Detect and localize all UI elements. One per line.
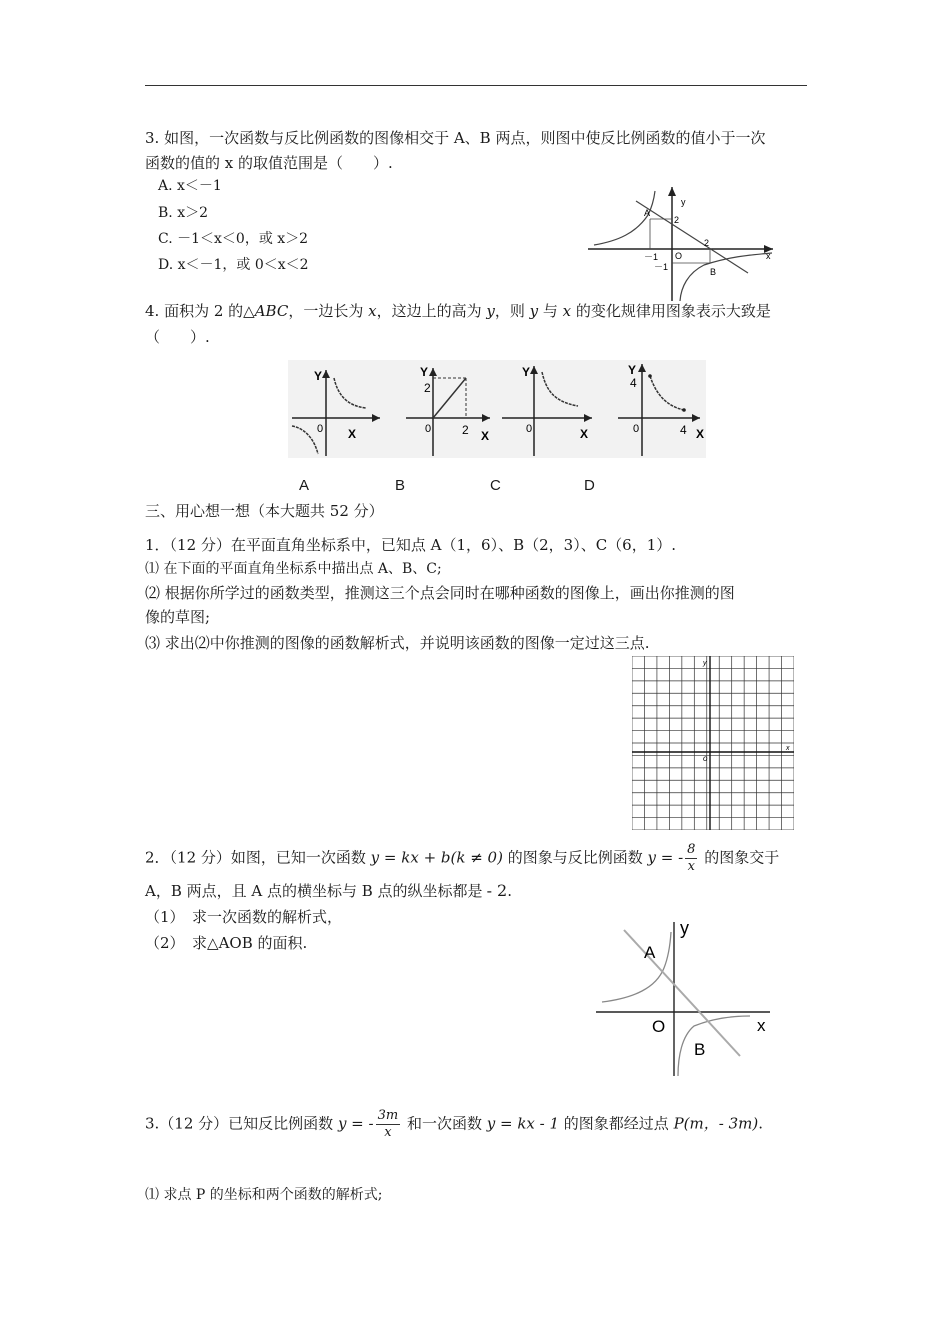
svg-text:X: X — [481, 429, 490, 443]
q3-label-neg1y: －1 — [654, 262, 669, 272]
svg-text:0: 0 — [633, 423, 640, 435]
section3-title: 三、用心想一想（本大题共 52 分） — [145, 502, 384, 520]
q3-label-x: x — [766, 251, 771, 261]
svg-text:X: X — [580, 427, 589, 441]
p2-label-y: y — [680, 918, 689, 938]
p2-label-x: x — [757, 1016, 766, 1035]
p1-line4: 像的草图; — [145, 608, 211, 626]
svg-text:4: 4 — [680, 423, 687, 437]
p2-line1: 2．（12 分）如图，已知一次函数 y = kx + b(k ≠ 0) 的图象与反比例函数 y = - $\frac{8}{x}$ 的图象交于 — [145, 842, 780, 874]
q3-label-a: A — [644, 208, 651, 218]
svg-text:Y: Y — [420, 365, 429, 379]
p1-grid-label-y: y — [703, 660, 707, 667]
q3-hyperbola-left — [594, 191, 655, 245]
q3-option-c: C. －1＜x＜0，或 x＞2 — [158, 231, 309, 247]
svg-text:Y: Y — [628, 363, 637, 377]
p2-fraction: $\frac{8}{x}$ — [687, 842, 696, 874]
q3-label-neg1x: －1 — [644, 252, 659, 262]
p1-grid — [632, 656, 794, 830]
p2-figure — [594, 918, 784, 1078]
p2-line — [624, 930, 740, 1056]
q3-line — [636, 201, 748, 273]
svg-text:Y: Y — [314, 369, 323, 383]
p1-line1: 1．（12 分）在平面直角坐标系中，已知点 A（1，6）、B（2，3）、C（6，1）. — [145, 536, 677, 554]
q4-choice-b: B — [395, 477, 406, 494]
svg-text:0: 0 — [425, 423, 432, 435]
p3-line1: 3.（12 分）已知反比例函数 y = - $\frac{3m}{x}$ 和一次函数 y = kx - 1 的图象都经过点 P(m，- 3m). — [145, 1108, 763, 1140]
p2-item2: （2） 求△AOB 的面积. — [145, 934, 308, 952]
q3-label-2x: 2 — [704, 238, 710, 248]
q4-stem-line2: （ ）. — [145, 328, 210, 346]
p1-grid-label-o: o — [703, 754, 708, 763]
p1-grid-label-x: x — [786, 745, 790, 752]
q3-label-2y: 2 — [674, 215, 680, 225]
p1-line5: ⑶ 求出⑵中你推测的图像的函数解析式，并说明该函数的图像一定过这三点. — [145, 634, 650, 652]
p2-label-a: A — [644, 943, 656, 962]
q3-stem-line2: 函数的值的 x 的取值范围是（ ）. — [145, 154, 393, 172]
q3-figure — [588, 183, 778, 303]
svg-text:0: 0 — [526, 423, 533, 435]
p3-sub1: ⑴ 求点 P 的坐标和两个函数的解析式; — [145, 1187, 383, 1203]
p2-label-b: B — [694, 1040, 706, 1059]
q4-choice-d: D — [584, 477, 595, 494]
header-rule — [145, 85, 807, 86]
q3-option-d: D. x＜－1，或 0＜x＜2 — [158, 257, 309, 273]
q3-label-y: y — [681, 197, 686, 207]
q4-stem-line1: 4. 面积为 2 的△ABC，一边长为 x，这边上的高为 y，则 y 与 x 的变化规律用图象表示大致是 — [145, 302, 771, 320]
q3-label-b: B — [710, 267, 717, 277]
svg-text:Y: Y — [522, 365, 531, 379]
p1-line2: ⑴ 在下面的平面直角坐标系中描出点 A、B、C; — [145, 561, 442, 577]
p2-line2: A，B 两点，且 A 点的横坐标与 B 点的纵坐标都是 - 2. — [145, 881, 513, 900]
q3-option-b: B. x＞2 — [158, 205, 208, 221]
svg-text:2: 2 — [462, 423, 469, 437]
svg-text:4: 4 — [630, 376, 637, 390]
p2-item1: （1） 求一次函数的解析式， — [145, 908, 343, 926]
svg-text:X: X — [696, 427, 705, 441]
q3-label-o: O — [675, 251, 683, 261]
svg-text:X: X — [348, 427, 357, 441]
q3-hyperbola-right — [680, 253, 772, 301]
q4-choice-c: C — [490, 477, 501, 494]
q3-stem-line1: 3. 如图，一次函数与反比例函数的图像相交于 A、B 两点，则图中使反比例函数的值小于一次 — [145, 129, 766, 147]
p2-hyperbola-right — [678, 1016, 750, 1076]
q4-choice-a: A — [299, 477, 310, 494]
q3-option-a: A. x＜－1 — [158, 178, 222, 194]
q4-graphs — [288, 360, 706, 458]
p3-fraction: $\frac{3m}{x}$ — [377, 1108, 399, 1140]
svg-text:2: 2 — [424, 381, 431, 395]
p1-line3: ⑵ 根据你所学过的函数类型，推测这三个点会同时在哪种函数的图像上，画出你推测的图 — [145, 584, 735, 602]
svg-text:0: 0 — [317, 423, 324, 435]
p2-label-o: O — [652, 1017, 666, 1036]
q4-graphs-bg — [288, 360, 706, 458]
